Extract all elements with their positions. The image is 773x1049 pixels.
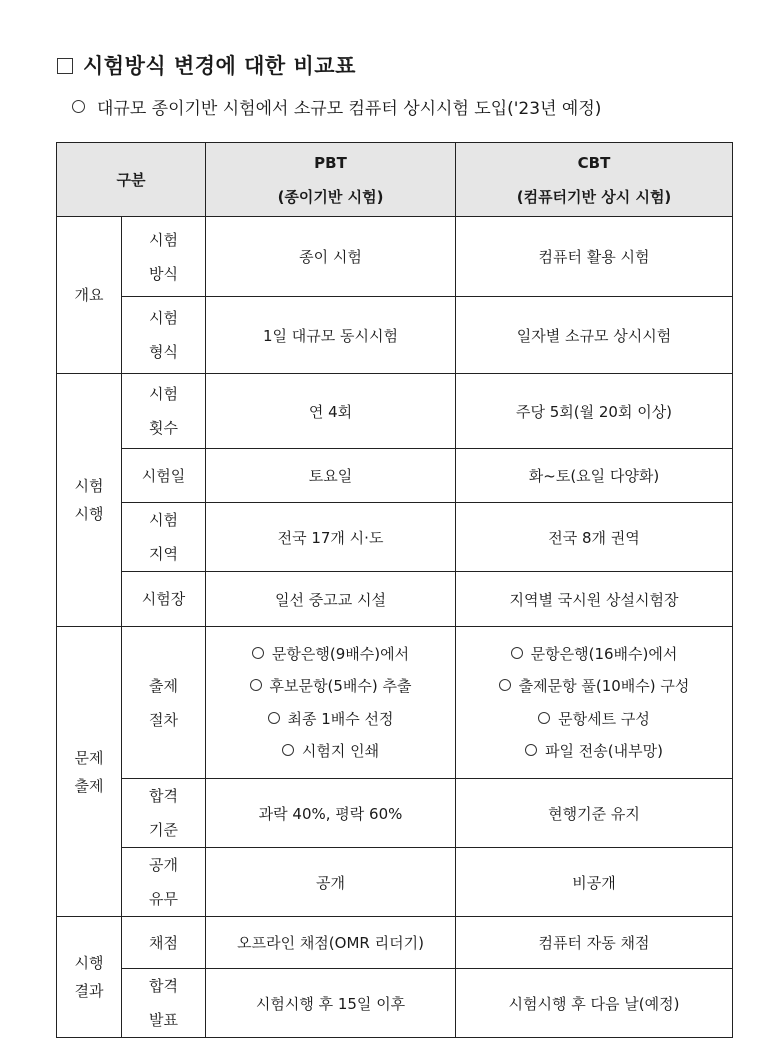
table-row (57, 627, 733, 779)
circle-bullet-icon (525, 744, 537, 756)
group-label-line: 출제 (74, 776, 104, 795)
group-label (57, 627, 122, 917)
table-row (57, 217, 733, 297)
row-item-line: 시험 (149, 385, 178, 403)
pbt-cell: 종이 시험 (206, 217, 456, 297)
row-item-line: 횟수 (149, 419, 178, 437)
row-item (122, 503, 206, 572)
row-item (122, 297, 206, 374)
row-item-line: 공개 (149, 856, 178, 874)
row-item-line: 시험 (149, 230, 178, 249)
circle-bullet-icon (252, 647, 264, 659)
pbt-cell: 토요일 (206, 449, 456, 503)
pbt-cell: 연 4회 (206, 374, 456, 449)
circle-bullet-icon (282, 744, 294, 756)
pbt-cell: 일선 중고교 시설 (206, 572, 456, 627)
row-item-line: 유무 (149, 890, 178, 908)
header-pbt-line: (종이기반 시험) (277, 187, 384, 206)
table-row (57, 374, 733, 449)
list-item (206, 670, 455, 703)
row-item (122, 572, 206, 627)
header-category: 구분 (57, 143, 206, 217)
list-item (456, 703, 732, 736)
row-item (122, 627, 206, 779)
pbt-cell: 과락 40%, 평락 60% (206, 779, 456, 848)
row-item-line: 시험장 (141, 590, 186, 608)
list-item (456, 638, 732, 671)
table-row (57, 503, 733, 572)
list-item-text: 최종 1배수 선정 (287, 709, 394, 728)
cbt-procedure-list (456, 627, 733, 779)
group-label-line: 문제 (74, 748, 104, 767)
cbt-cell: 현행기준 유지 (456, 779, 733, 848)
cbt-cell: 화~토(요일 다양화) (456, 449, 733, 503)
row-item-line: 발표 (149, 1011, 178, 1029)
list-item-text: 문항세트 구성 (558, 709, 650, 728)
cbt-cell: 전국 8개 권역 (456, 503, 733, 572)
cbt-cell: 컴퓨터 자동 채점 (456, 917, 733, 969)
pbt-cell: 공개 (206, 848, 456, 917)
cbt-cell: 일자별 소규모 상시시험 (456, 297, 733, 374)
row-item-line: 합격 (149, 977, 178, 995)
group-label-line: 개요 (74, 286, 104, 304)
table-row (57, 572, 733, 627)
table-header-row (57, 143, 733, 217)
row-item-line: 지역 (149, 545, 178, 563)
comparison-table (56, 142, 733, 1038)
circle-bullet-icon (72, 100, 85, 113)
group-label-line: 시행 (74, 954, 104, 972)
header-pbt (206, 143, 456, 217)
row-item-line: 시험일 (141, 466, 186, 485)
document-title (57, 50, 356, 80)
cbt-cell: 주당 5회(월 20회 이상) (456, 374, 733, 449)
checkbox-square-icon (57, 58, 73, 74)
header-pbt-line: PBT (314, 153, 347, 172)
title-text: 시험방식 변경에 대한 비교표 (83, 54, 356, 78)
circle-bullet-icon (499, 679, 511, 691)
cbt-cell: 컴퓨터 활용 시험 (456, 217, 733, 297)
table-row (57, 779, 733, 848)
group-label (57, 374, 122, 627)
group-label (57, 917, 122, 1038)
row-item-line: 시험 (149, 309, 178, 327)
table-row (57, 969, 733, 1038)
list-item (206, 703, 455, 736)
pbt-cell: 1일 대규모 동시시험 (206, 297, 456, 374)
table-row (57, 449, 733, 503)
pbt-cell: 전국 17개 시·도 (206, 503, 456, 572)
row-item-line: 기준 (149, 821, 178, 839)
row-item (122, 917, 206, 969)
circle-bullet-icon (268, 712, 280, 724)
table-row (57, 848, 733, 917)
list-item-text: 시험지 인쇄 (301, 742, 380, 760)
row-item-line: 합격 (149, 787, 178, 805)
list-item-text: 출제문항 풀(10배수) 구성 (518, 677, 690, 695)
document-subtitle (72, 94, 601, 119)
group-label-line: 결과 (74, 982, 104, 1000)
circle-bullet-icon (250, 679, 262, 691)
table-row (57, 917, 733, 969)
row-item-line: 형식 (149, 343, 178, 361)
row-item-line: 시험 (149, 511, 178, 529)
list-item-text: 문항은행(9배수)에서 (271, 644, 410, 663)
list-item (456, 735, 732, 768)
circle-bullet-icon (511, 647, 523, 659)
header-cbt-line: (컴퓨터기반 상시 시험) (516, 187, 672, 206)
row-item (122, 848, 206, 917)
list-item (206, 638, 455, 671)
cbt-cell: 비공개 (456, 848, 733, 917)
row-item (122, 969, 206, 1038)
header-cbt (456, 143, 733, 217)
row-item (122, 217, 206, 297)
row-item (122, 449, 206, 503)
pbt-cell: 오프라인 채점(OMR 리더기) (206, 917, 456, 969)
pbt-procedure-list (206, 627, 456, 779)
row-item-line: 출제 (149, 676, 178, 695)
row-item (122, 374, 206, 449)
group-label (57, 217, 122, 374)
group-label-line: 시험 (74, 477, 104, 495)
list-item-text: 후보문항(5배수) 추출 (269, 677, 412, 695)
pbt-cell: 시험시행 후 15일 이후 (206, 969, 456, 1038)
list-item (206, 735, 455, 768)
list-item-text: 파일 전송(내부망) (545, 742, 663, 760)
table-row (57, 297, 733, 374)
list-item-text: 문항은행(16배수)에서 (530, 644, 678, 663)
group-label-line: 시행 (74, 505, 104, 523)
header-cbt-line: CBT (577, 153, 611, 172)
cbt-cell: 시험시행 후 다음 날(예정) (456, 969, 733, 1038)
subtitle-text: 대규모 종이기반 시험에서 소규모 컴퓨터 상시시험 도입('23년 예정) (97, 99, 602, 119)
row-item (122, 779, 206, 848)
row-item-line: 채점 (149, 933, 178, 952)
row-item-line: 절차 (149, 710, 178, 729)
cbt-cell: 지역별 국시원 상설시험장 (456, 572, 733, 627)
circle-bullet-icon (538, 712, 550, 724)
list-item (456, 670, 732, 703)
row-item-line: 방식 (149, 264, 178, 283)
